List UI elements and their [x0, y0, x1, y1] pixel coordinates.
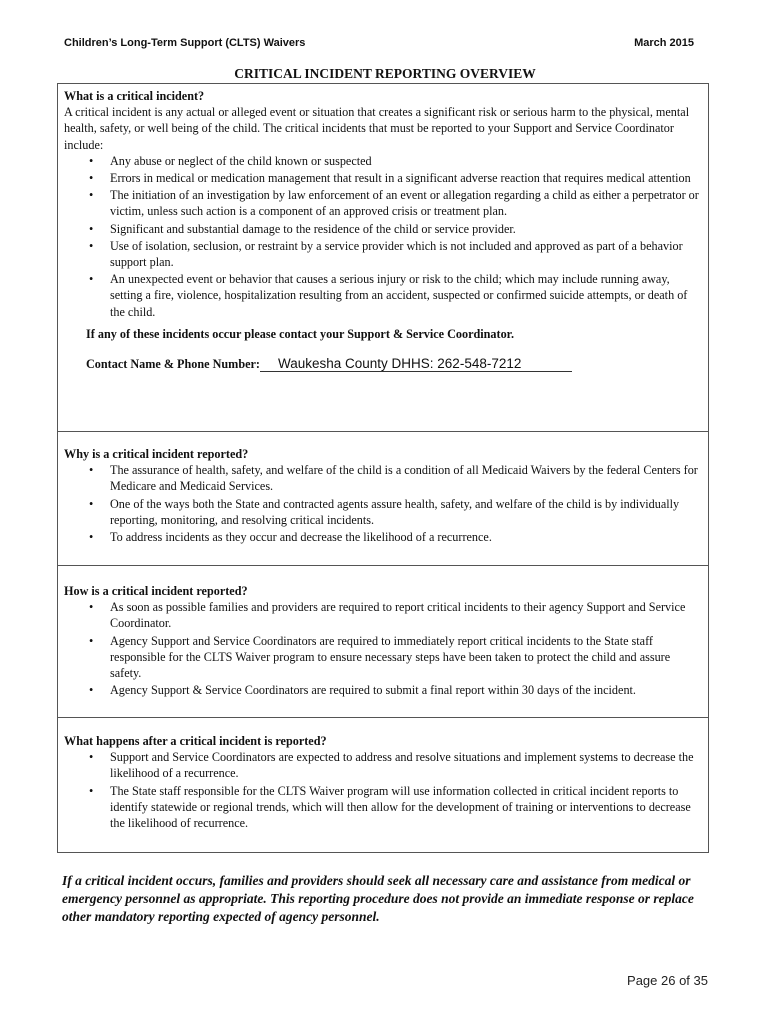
- list-item: • Any abuse or neglect of the child known or suspected: [89, 153, 372, 168]
- list-item: • One of the ways both the State and contracted agents assure health, safety, and welfare of the child is by individually reporting, monitoring, and resolving critical incidents.: [89, 496, 680, 527]
- list-item: • Use of isolation, seclusion, or restraint by a service provider which is not included and approved as part of a behavior support plan.: [89, 238, 683, 270]
- bullet-icon: •: [89, 153, 94, 168]
- bullet-icon: •: [89, 496, 94, 511]
- list-item: • The initiation of an investigation by law enforcement of an event or allegation regarding a child as either a perpetrator or victim, unless such action is a component of an approved crisis or treatment plan.: [89, 188, 699, 219]
- bullet-list: [64, 462, 700, 545]
- footer-disclaimer: If a critical incident occurs, families and providers should seek all necessary care and assistance from medical or emergency personnel as appropriate. This reporting procedure does not provide an immediate response or replace other mandatory reporting expected of agency personnel.: [62, 873, 694, 924]
- section-heading: What happens after a critical incident is reported?: [64, 734, 327, 748]
- bullet-icon: •: [89, 188, 94, 203]
- bullet-icon: •: [89, 783, 94, 798]
- list-item: • Agency Support & Service Coordinators are required to submit a final report within 30 days of the incident.: [89, 683, 636, 698]
- contact-field[interactable]: Waukesha County DHHS: 262-548-7212: [260, 357, 572, 372]
- list-item: • To address incidents as they occur and decrease the likelihood of a recurrence.: [89, 530, 492, 545]
- bullet-icon: •: [89, 530, 94, 545]
- bullet-list: [64, 599, 700, 698]
- section-after-reported: [57, 717, 709, 853]
- list-item: • Support and Service Coordinators are expected to address and resolve situations and implement systems to decrease the likelihood of a recurrence.: [89, 750, 694, 781]
- bullet-icon: •: [89, 683, 94, 698]
- bullet-list: [64, 153, 700, 320]
- section-what-is: [57, 83, 709, 432]
- section-why-reported: [57, 431, 709, 566]
- list-item: • An unexpected event or behavior that causes a serious injury or risk to the child; which may include running away, setting a fire, violence, hospitalization resulting from an accident, suspected or confirmed suicide attempts, or death of the child.: [89, 272, 688, 319]
- bullet-list: [64, 749, 700, 831]
- list-item: • As soon as possible families and providers are required to report critical incidents to their agency Support and Service Coordinator.: [89, 600, 686, 631]
- list-item: • The assurance of health, safety, and welfare of the child is a condition of all Medicaid Waivers by the federal Centers for Medicare and Medicaid Services.: [89, 463, 698, 494]
- section-heading: How is a critical incident reported?: [64, 584, 248, 598]
- bullet-icon: •: [89, 750, 94, 765]
- bullet-icon: •: [89, 171, 94, 186]
- bullet-icon: •: [89, 238, 94, 253]
- contact-row: [86, 356, 700, 372]
- bullet-icon: •: [89, 633, 94, 648]
- list-item: • The State staff responsible for the CLTS Waiver program will use information collected in critical incident reports to identify statewide or regional trends, which will then allow for the development of training or interventions to decrease the likelihood of recurrence.: [89, 783, 691, 831]
- section-intro: A critical incident is any actual or alleged event or situation that creates a significant risk or serious harm to the physical, mental health, safety, or well being of the child. The critical incidents that must be reported to your Support and Service Coordinator include:: [64, 105, 690, 152]
- list-item: • Significant and substantial damage to the residence of the child or service provider.: [89, 221, 516, 236]
- page-title: CRITICAL INCIDENT REPORTING OVERVIEW: [234, 66, 536, 81]
- list-item: • Errors in medical or medication management that result in a significant adverse reaction that requires medical attention: [89, 171, 691, 186]
- header-doc-title: Children’s Long-Term Support (CLTS) Waivers: [64, 37, 306, 49]
- list-item: • Agency Support and Service Coordinators are required to immediately report critical incidents to the State staff responsible for the CLTS Waiver program to ensure necessary steps have been taken to protect the child and assure safety.: [89, 633, 671, 681]
- bullet-icon: •: [89, 600, 94, 615]
- contact-instruction: If any of these incidents occur please contact your Support & Service Coordinator.: [86, 326, 515, 341]
- header-date: March 2015: [634, 37, 694, 49]
- contact-label: Contact Name & Phone Number:: [86, 357, 260, 372]
- section-heading: Why is a critical incident reported?: [64, 447, 249, 461]
- bullet-icon: •: [89, 221, 94, 236]
- page-number: Page 26 of 35: [627, 973, 708, 988]
- bullet-icon: •: [89, 272, 94, 287]
- bullet-icon: •: [89, 463, 94, 478]
- section-how-reported: [57, 565, 709, 718]
- section-heading: What is a critical incident?: [64, 89, 205, 103]
